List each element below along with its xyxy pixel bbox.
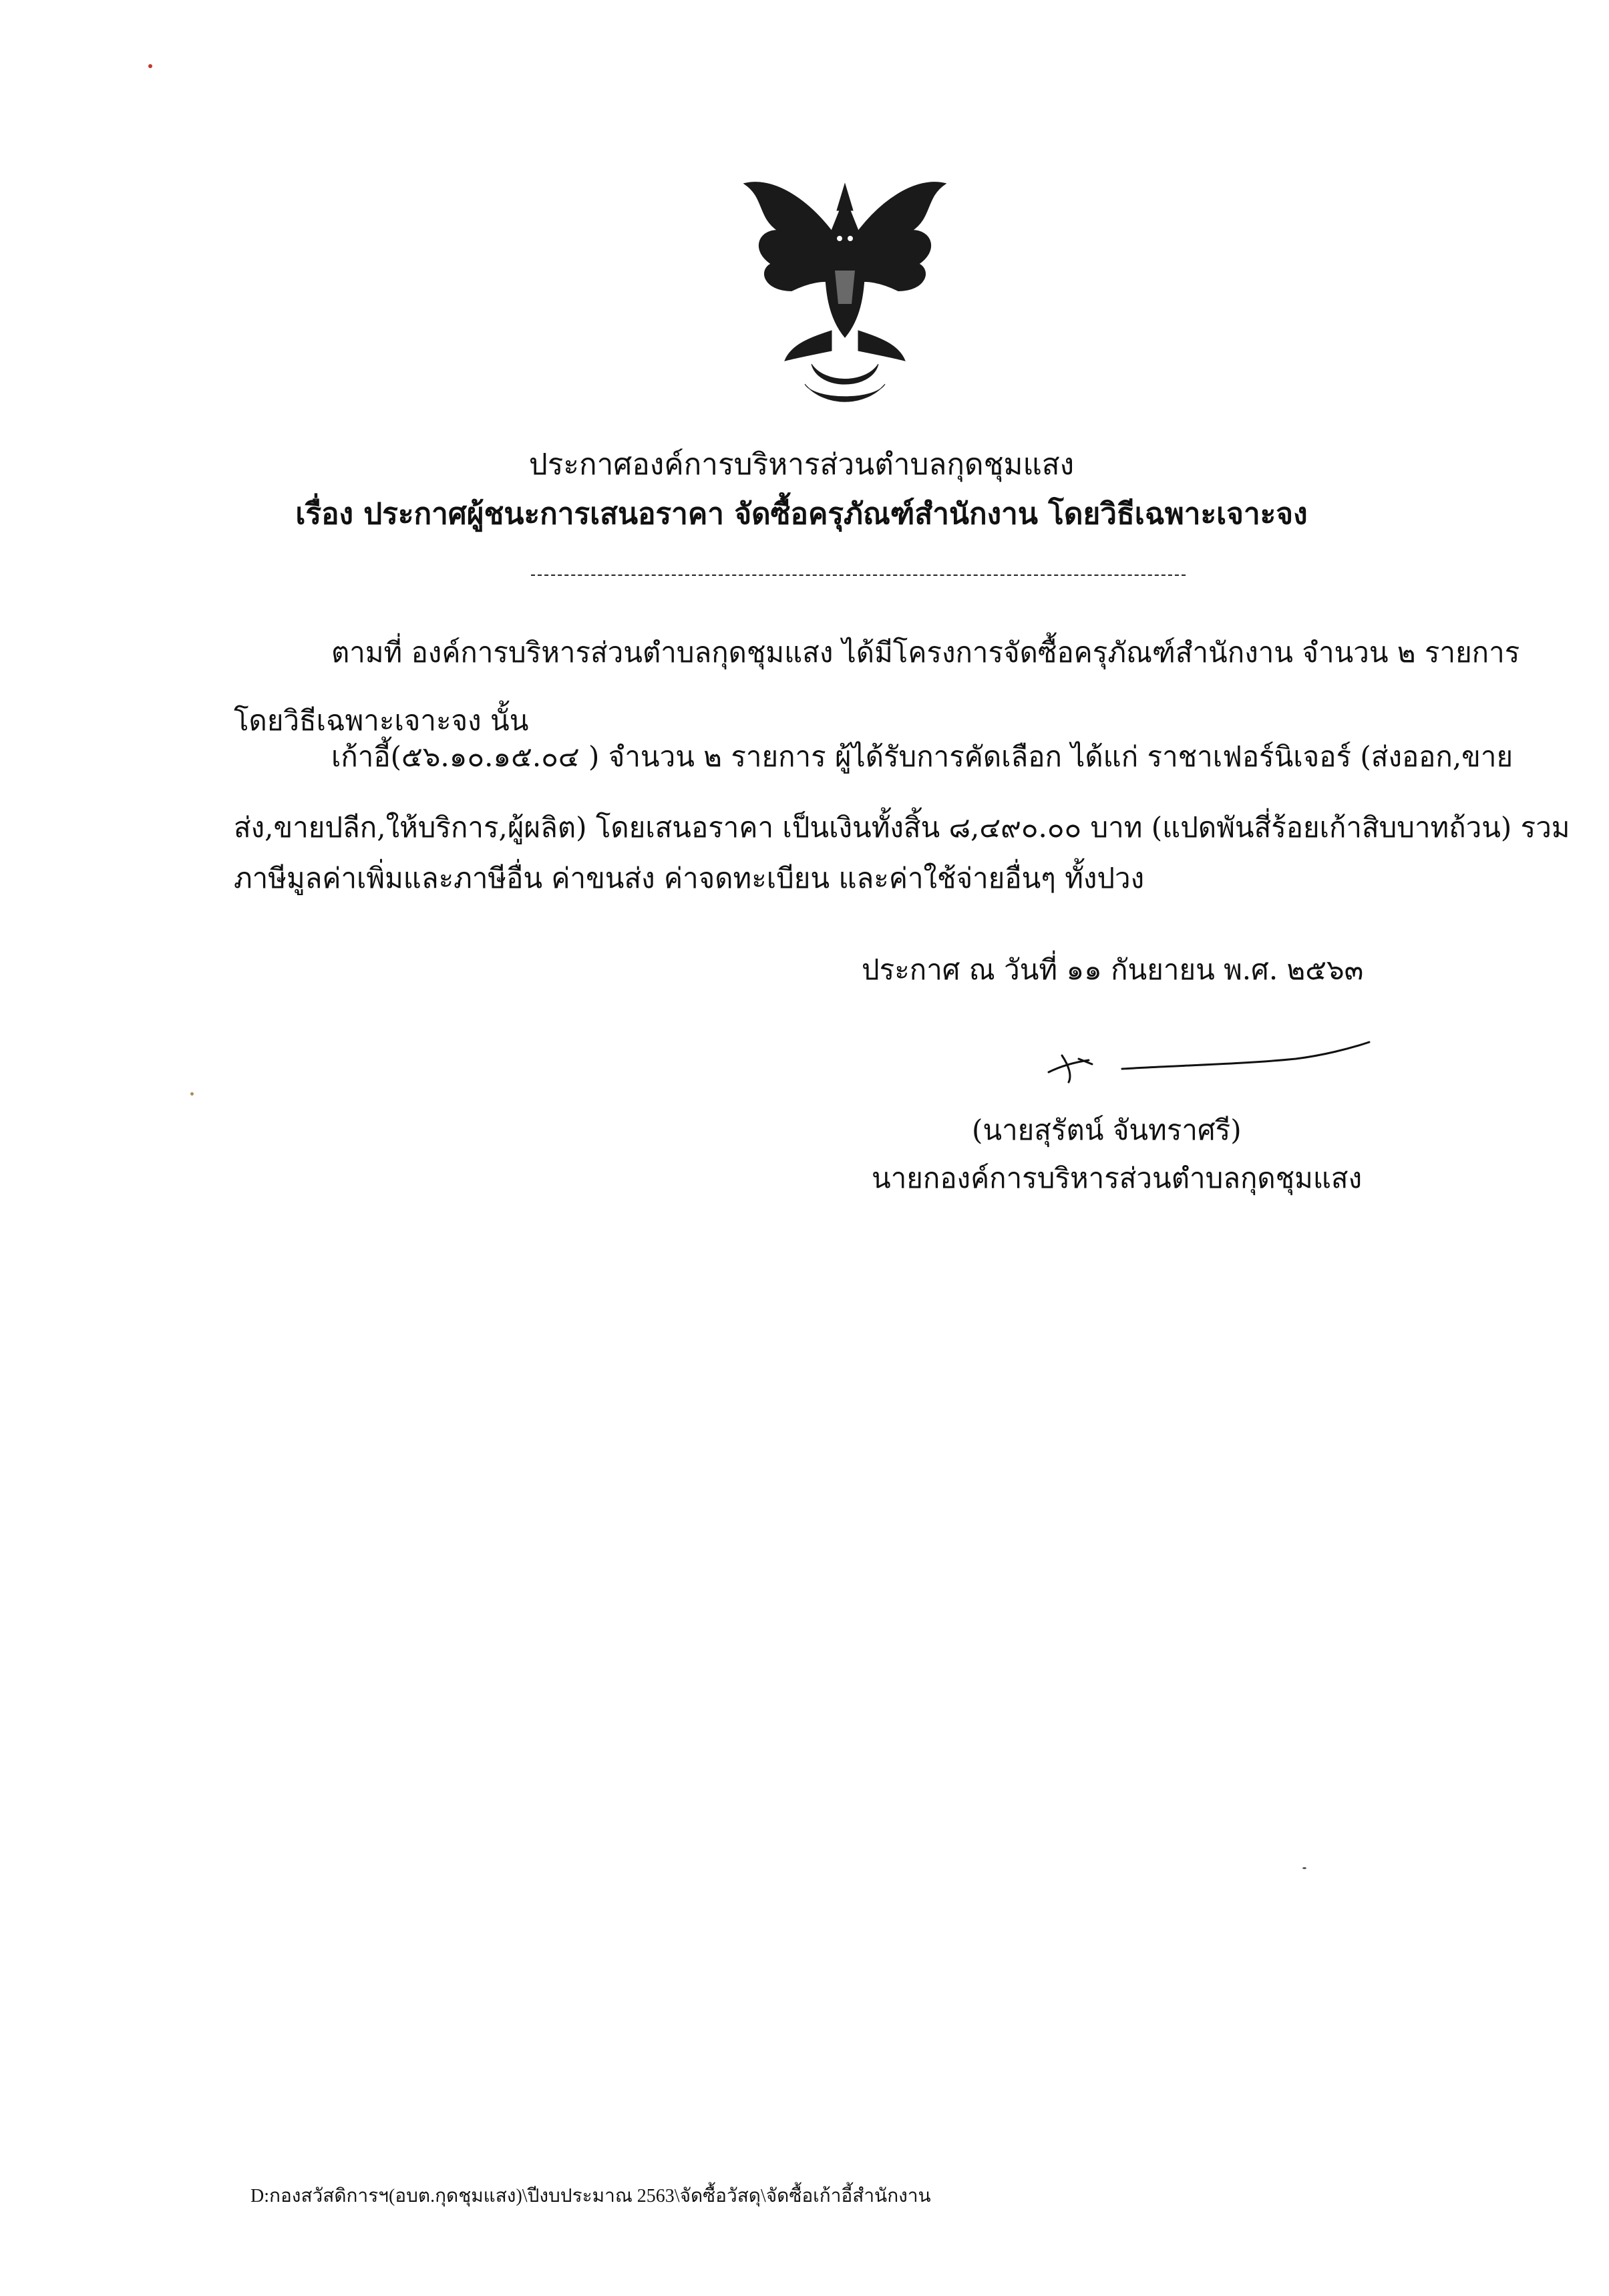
announcement-date: ประกาศ ณ วันที่ ๑๑ กันยายน พ.ศ. ๒๕๖๓ [862,953,1364,986]
body-paragraph-1-line-2: โดยวิธีเฉพาะเจาะจง นั้น [234,704,529,737]
scan-speck [148,64,152,68]
announcement-subject: เรื่อง ประกาศผู้ชนะการเสนอราคา จัดซื้อครุภัณฑ์สำนักงาน โดยวิธีเฉพาะเจาะจง [295,497,1308,531]
announcement-heading: ประกาศองค์การบริหารส่วนตำบลกุดชุมแสง [528,448,1075,482]
garuda-emblem-icon [731,170,958,411]
separator-line [531,575,1186,576]
signer-title: นายกองค์การบริหารส่วนตำบลกุดชุมแสง [872,1162,1363,1194]
body-paragraph-2-line-2: ส่ง,ขายปลีก,ให้บริการ,ผู้ผลิต) โดยเสนอราคา เป็นเงินทั้งสิ้น ๘,๔๙๐.๐๐ บาท (แปดพันสี่ร้อยเก้าสิบบาทถ้วน) รวม [234,811,1570,844]
signer-name: (นายสุรัตน์ จันทราศรี) [972,1114,1242,1146]
scan-speck [1302,1867,1306,1869]
body-paragraph-1-line-1: ตามที่ องค์การบริหารส่วนตำบลกุดชุมแสง ได้มีโครงการจัดซื้อครุภัณฑ์สำนักงาน จำนวน ๒ รายการ [331,636,1520,669]
handwritten-signature [1042,1032,1376,1086]
file-path-footer: D:กองสวัสดิการฯ(อบต.กุดชุมแสง)\ปีงบประมาณ 2563\จัดซื้อวัสดุ\จัดซื้อเก้าอี้สำนักงาน [250,2186,931,2206]
scan-speck [190,1092,194,1096]
body-paragraph-2-line-1: เก้าอี้(๕๖.๑๐.๑๕.๐๔ ) จำนวน ๒ รายการ ผู้ได้รับการคัดเลือก ได้แก่ ราชาเฟอร์นิเจอร์ (ส่งออก,ขาย [331,740,1513,773]
body-paragraph-2-line-3: ภาษีมูลค่าเพิ่มและภาษีอื่น ค่าขนส่ง ค่าจดทะเบียน และค่าใช้จ่ายอื่นๆ ทั้งปวง [234,862,1145,894]
